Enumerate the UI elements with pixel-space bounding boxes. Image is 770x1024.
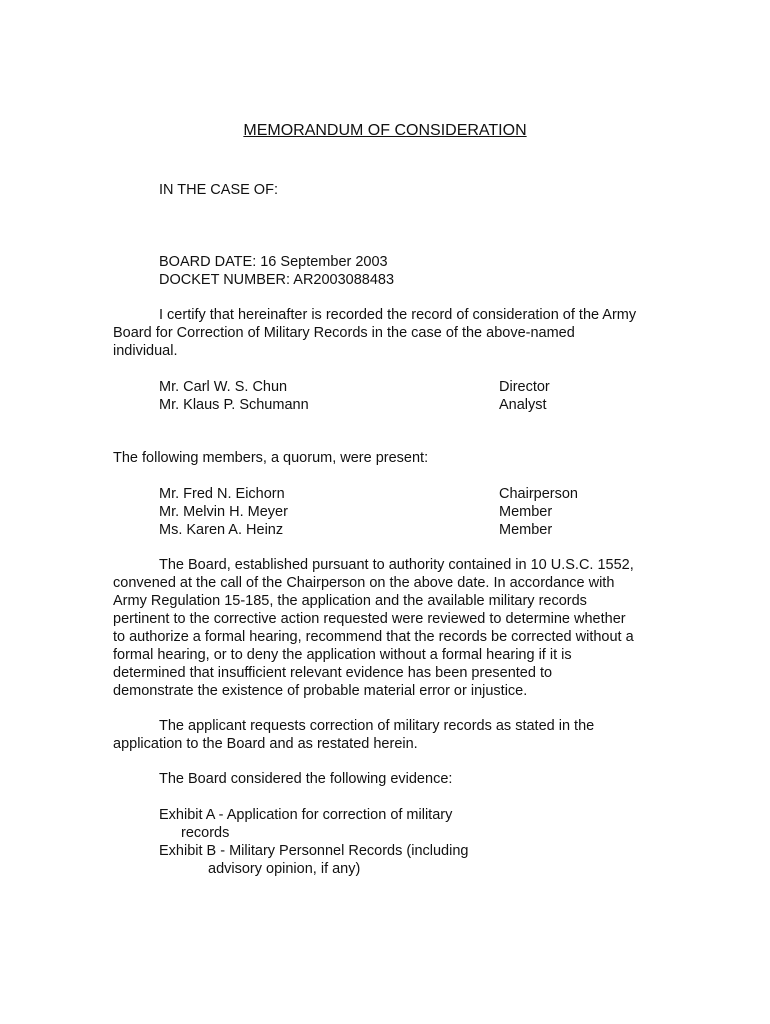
board-line: convened at the call of the Chairperson on the above date. In accordance with xyxy=(113,575,615,591)
member-name: Mr. Melvin H. Meyer xyxy=(159,504,288,520)
staff-name: Mr. Klaus P. Schumann xyxy=(159,397,309,413)
member-name: Mr. Fred N. Eichorn xyxy=(159,486,285,502)
board-line: determined that insufficient relevant evidence has been presented to xyxy=(113,665,553,681)
member-role: Member xyxy=(499,522,553,538)
exhibit-b: Exhibit B - Military Personnel Records (including xyxy=(159,843,469,859)
certify-line: individual. xyxy=(113,343,178,359)
member-name: Ms. Karen A. Heinz xyxy=(159,522,284,538)
docket-number: DOCKET NUMBER: AR2003088483 xyxy=(159,272,395,288)
quorum-text: The following members, a quorum, were present: xyxy=(113,450,429,466)
certify-paragraph xyxy=(113,306,661,360)
evidence-intro: The Board considered the following evidence: xyxy=(159,771,453,787)
certify-line: I certify that hereinafter is recorded the record of consideration of the Army xyxy=(159,307,637,323)
board-date: BOARD DATE: 16 September 2003 xyxy=(159,254,388,270)
exhibit-a-continued: records xyxy=(181,825,230,841)
page-title: MEMORANDUM OF CONSIDERATION xyxy=(243,122,527,139)
staff-role: Analyst xyxy=(499,397,547,413)
staff-name: Mr. Carl W. S. Chun xyxy=(159,379,288,395)
board-line: pertinent to the corrective action requested were reviewed to determine whether xyxy=(113,611,626,627)
board-line: Army Regulation 15-185, the application and the available military records xyxy=(113,593,587,609)
applicant-line: The applicant requests correction of military records as stated in the xyxy=(159,718,595,734)
board-line: demonstrate the existence of probable material error or injustice. xyxy=(113,683,528,699)
board-line: to authorize a formal hearing, recommend that the records be corrected without a xyxy=(113,629,634,645)
board-line: The Board, established pursuant to authority contained in 10 U.S.C. 1552, xyxy=(159,557,634,573)
board-line: formal hearing, or to deny the application without a formal hearing if it is xyxy=(113,647,572,663)
exhibit-a: Exhibit A - Application for correction of military xyxy=(159,807,453,823)
member-role: Chairperson xyxy=(499,486,578,502)
staff-role: Director xyxy=(499,379,550,395)
certify-line: Board for Correction of Military Records in the case of the above-named xyxy=(113,325,575,341)
member-role: Member xyxy=(499,504,553,520)
case-heading: IN THE CASE OF: xyxy=(159,182,278,198)
applicant-line: application to the Board and as restated herein. xyxy=(113,736,418,752)
exhibit-b-continued: advisory opinion, if any) xyxy=(208,861,361,877)
board-paragraph xyxy=(113,556,661,700)
applicant-paragraph xyxy=(113,717,661,753)
